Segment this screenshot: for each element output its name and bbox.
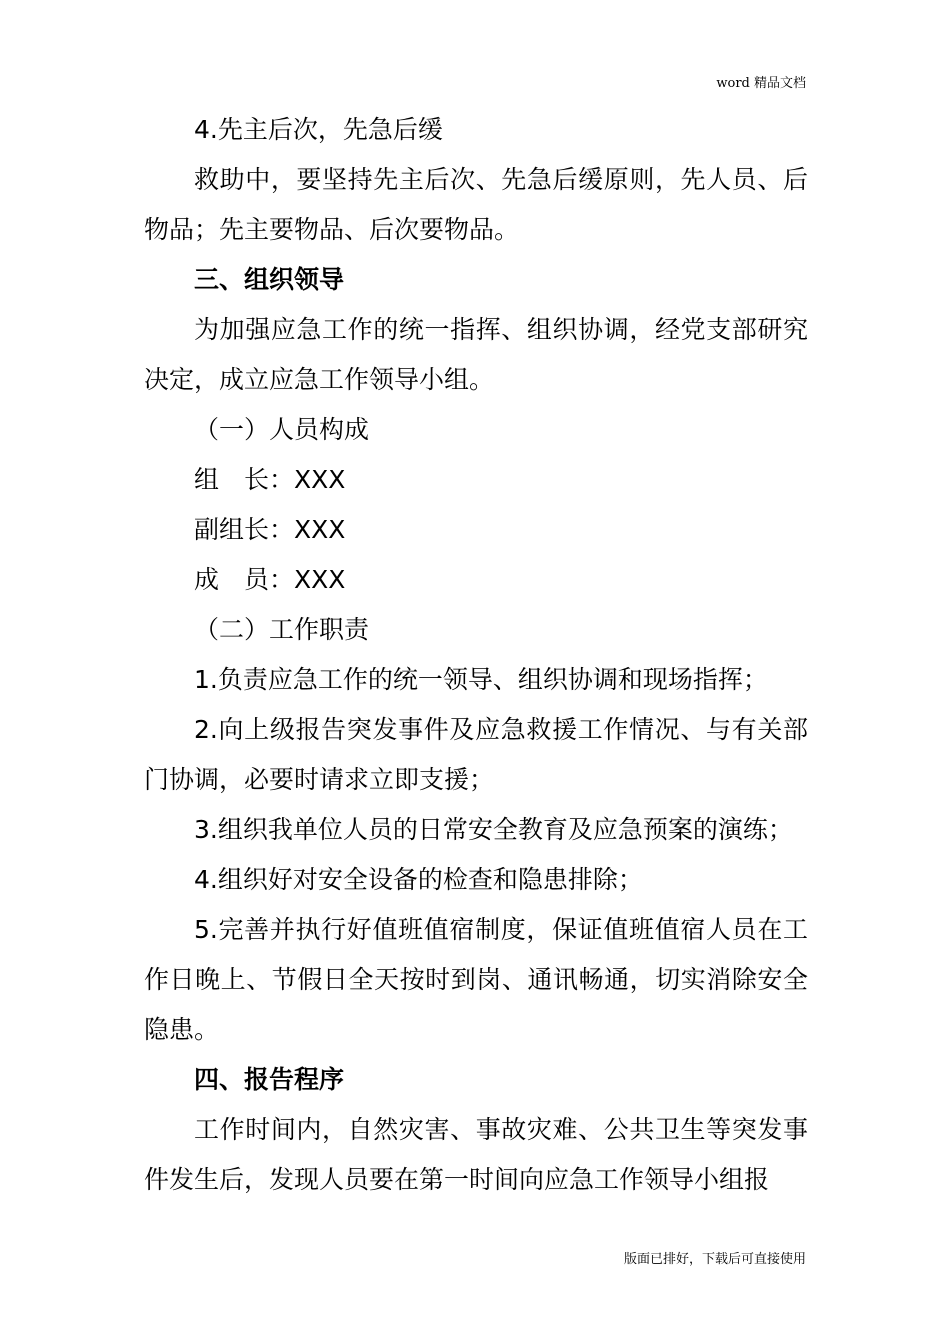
list-item: 4.组织好对安全设备的检查和隐患排除； xyxy=(194,865,643,894)
paragraph: 副组长：XXX xyxy=(194,515,346,544)
subsection-heading: （二）工作职责 xyxy=(194,615,370,644)
list-item: 3.组织我单位人员的日常安全教育及应急预案的演练； xyxy=(194,815,793,844)
section-heading: 四、报告程序 xyxy=(194,1065,345,1094)
paragraph: 为加强应急工作的统一指挥、组织协调，经党支部研究决定，成立应急工作领导小组。 xyxy=(144,315,808,394)
document-body xyxy=(144,105,808,1205)
list-item: 1.负责应急工作的统一领导、组织协调和现场指挥； xyxy=(194,665,768,694)
paragraph: 成 员：XXX xyxy=(194,565,346,594)
list-item: 2.向上级报告突发事件及应急救援工作情况、与有关部门协调，必要时请求立即支援； xyxy=(144,715,808,794)
paragraph: 救助中，要坚持先主后次、先急后缓原则，先人员、后物品；先主要物品、后次要物品。 xyxy=(144,165,808,244)
paragraph: 4.先主后次，先急后缓 xyxy=(194,115,443,144)
list-item: 5.完善并执行好值班值宿制度，保证值班值宿人员在工作日晚上、节假日全天按时到岗、通讯畅通，切实消除安全隐患。 xyxy=(144,915,808,1044)
paragraph: 工作时间内，自然灾害、事故灾难、公共卫生等突发事件发生后，发现人员要在第一时间向应急工作领导小组报 xyxy=(144,1115,808,1194)
section-heading: 三、组织领导 xyxy=(194,265,345,294)
page-header: word 精品文档 xyxy=(716,76,806,91)
subsection-heading: （一）人员构成 xyxy=(194,415,370,444)
page-footer: 版面已排好，下载后可直接使用 xyxy=(623,1252,806,1267)
paragraph: 组 长：XXX xyxy=(194,465,346,494)
